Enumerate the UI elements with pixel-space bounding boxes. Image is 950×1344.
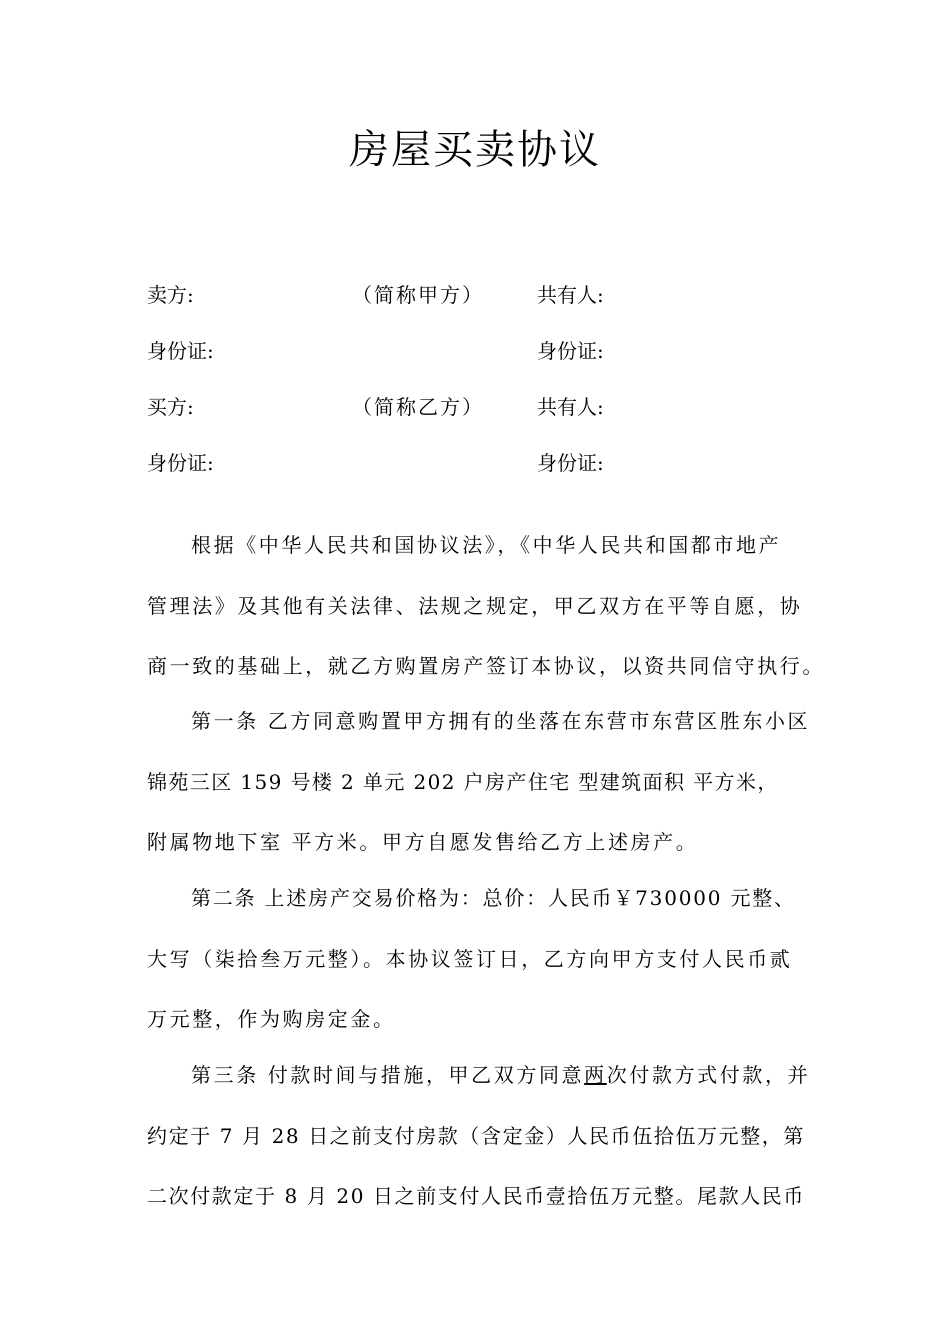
paragraph-line: 第二条 上述房产交易价格为：总价：人民币￥730000 元整、	[191, 886, 796, 910]
buyer-abbrev: （简称乙方）	[352, 395, 484, 419]
underlined-count: 两	[584, 1063, 607, 1087]
article-3-text-before: 第三条 付款时间与措施，甲乙双方同意	[191, 1063, 585, 1087]
buyer-label: 买方:	[147, 395, 194, 419]
seller-coowner-id-label: 身份证:	[537, 339, 604, 363]
seller-label: 卖方:	[147, 283, 194, 307]
paragraph-line: 大写（柒拾叁万元整）。本协议签订日，乙方向甲方支付人民币贰	[147, 947, 793, 971]
seller-id-row	[147, 336, 827, 366]
document-title: 房屋买卖协议	[349, 127, 601, 173]
seller-coowner-label: 共有人:	[537, 283, 604, 307]
buyer-coowner-label: 共有人:	[537, 395, 604, 419]
paragraph-line: 附属物地下室 平方米。甲方自愿发售给乙方上述房产。	[147, 830, 699, 854]
buyer-id-row	[147, 448, 827, 478]
seller-abbrev: （简称甲方）	[352, 283, 484, 307]
paragraph-line: 万元整，作为购房定金。	[147, 1007, 396, 1031]
buyer-row	[147, 392, 827, 422]
paragraph-line: 约定于 7 月 28 日之前支付房款（含定金）人民币伍拾伍万元整，第	[147, 1124, 806, 1148]
paragraph-line: 二次付款定于 8 月 20 日之前支付人民币壹拾伍万元整。尾款人民币	[147, 1184, 806, 1208]
seller-id-label: 身份证:	[147, 339, 214, 363]
paragraph-line	[191, 1060, 810, 1090]
article-3-text-after: 次付款方式付款，并	[606, 1063, 811, 1087]
paragraph-line: 管理法》及其他有关法律、法规之规定，甲乙双方在平等自愿，协	[147, 594, 803, 618]
buyer-coowner-id-label: 身份证:	[537, 451, 604, 475]
paragraph-line: 商一致的基础上，就乙方购置房产签订本协议，以资共同信守执行。	[147, 654, 825, 678]
paragraph-line: 根据《中华人民共和国协议法》，《中华人民共和国都市地产	[191, 533, 782, 557]
paragraph-line: 锦苑三区 159 号楼 2 单元 202 户房产住宅 型建筑面积 平方米，	[147, 770, 779, 794]
seller-row	[147, 280, 827, 310]
buyer-id-label: 身份证:	[147, 451, 214, 475]
paragraph-line: 第一条 乙方同意购置甲方拥有的坐落在东营市东营区胜东小区	[191, 709, 811, 733]
